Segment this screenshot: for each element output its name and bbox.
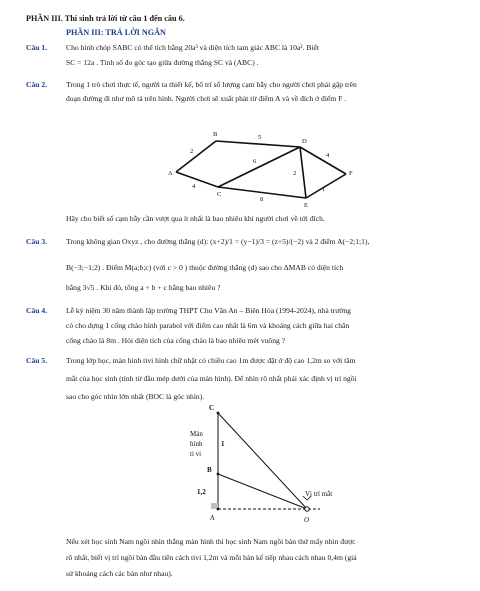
point-b (217, 473, 220, 476)
question-4-line-2: có cho dựng 1 cổng chào hình parabol với điểm cao nhất là 6m và khoảng cách giữa hai chân (66, 321, 350, 330)
node-f-label: F (349, 170, 353, 177)
question-5-line-2: mắt của học sinh (tính từ đầu mép dưới của màn hình). Để nhìn rõ nhất phải xác định vị trí ngồi (66, 374, 357, 383)
node-e-label: E (304, 202, 308, 209)
edge-c-d-weight: 6 (253, 158, 257, 165)
part-heading: PHẦN III: TRẢ LỜI NGẮN (66, 28, 166, 37)
screen-label-3: ti vi (190, 450, 202, 458)
edge-a-c-weight: 4 (192, 183, 196, 190)
question-2-prompt: Hãy cho biết số cạm bẫy cần vượt qua ít nhất là bao nhiêu khi người chơi về tới đích. (66, 214, 325, 223)
edge-c-e-weight: 8 (260, 196, 264, 203)
offset-height-label: 1,2 (197, 488, 206, 496)
point-c (217, 412, 220, 415)
sight-line-top (218, 413, 307, 509)
eye-icon (305, 507, 309, 511)
question-4-line-3: cổng chào là 8m . Hỏi diện tích của cổng chào là bao nhiêu mét vuông ? (66, 336, 286, 345)
node-d-label: D (302, 138, 307, 145)
question-5-label: Câu 5. (26, 356, 48, 365)
eye-position-label: Vị trí mắt (305, 490, 333, 498)
question-4-line-1: Lễ kỷ niệm 30 năm thành lập trường THPT Chu Văn An – Biên Hòa (1994-2024), nhà trường (66, 306, 351, 315)
screen-label-1: Màn (190, 430, 203, 438)
node-c-label: C (217, 191, 222, 198)
node-b-label: B (213, 131, 218, 138)
question-3-line-3: bằng 3√5 . Khi đó, tổng a + b + c bằng bao nhiêu ? (66, 283, 221, 292)
question-5-after-2: rõ nhất, biết vị trí ngồi bàn đầu tiên cách tivi 1,2m và mỗi bàn kế tiếp nhau cách nhau 0,4m (giả (66, 553, 357, 562)
question-5-after-3: sử khoảng cách các bàn như nhau). (66, 569, 173, 578)
question-5-line-1: Trong lớp học, màn hình tivi hình chữ nhật có chiều cao 1m được đặt ở độ cao 1,2m so với tầm (66, 356, 356, 365)
question-1-line-1: Cho hình chóp SABC có thể tích bằng 20a³ và diện tích tam giác ABC là 10a². Biết (66, 43, 319, 52)
edge-d-f-weight: 4 (326, 152, 330, 159)
question-3-line-1: Trong không gian Oxyz , cho đường thẳng (d): (x+2)/1 = (y−1)/3 = (z+5)/(−2) và 2 điểm A(−2;1;1), (66, 237, 370, 246)
point-c-label: C (209, 404, 215, 412)
question-3-line-2: B(−3;−1;2) . Điểm M(a;b;c) (với c > 0 ) thuộc đường thẳng (d) sao cho ΔMAB có diện tích (66, 263, 344, 272)
question-3-label: Câu 3. (26, 237, 48, 246)
question-1-label: Câu 1. (26, 43, 48, 52)
edge-b-d-weight: 5 (258, 134, 262, 141)
screen-label-2: hình (190, 440, 203, 448)
question-4-label: Câu 4. (26, 306, 48, 315)
point-a (217, 508, 220, 511)
edge-d-e-weight: 2 (293, 170, 297, 177)
point-o-label: O (304, 516, 310, 524)
node-a-label: A (168, 170, 173, 177)
question-5-after-1: Nếu xét học sinh Nam ngồi nhìn thẳng màn hình thì học sinh Nam ngồi bàn thứ mấy nhìn được (66, 537, 356, 546)
question-2-line-1: Trong 1 trò chơi thực tế, người ta thiết kế, bố trí số lượng cạm bẫy cho người chơi phải gặp trên (66, 80, 357, 89)
question-1-line-2: SC = 12a . Tính số đo góc tạo giữa đường thẳng SC và (ABC) . (66, 58, 259, 67)
edge-e-f-weight: 1 (322, 186, 326, 193)
question-2-label: Câu 2. (26, 80, 48, 89)
point-a-label: A (210, 514, 215, 522)
point-b-label: B (207, 466, 212, 474)
question-2-line-2: đoạn đường đi như mô tả trên hình. Người chơi sẽ xuất phát từ điểm A và về đích ở điểm F . (66, 94, 347, 103)
section-title: PHẦN III. Thí sinh trả lời từ câu 1 đến câu 6. (26, 14, 185, 23)
question-5-line-3: sao cho góc nhìn lớn nhất (BOC là góc nhìn). (66, 392, 205, 401)
sight-line-bottom (218, 474, 307, 509)
edge-a-b-weight: 2 (190, 148, 194, 155)
screen-height-label: 1 (221, 440, 225, 448)
